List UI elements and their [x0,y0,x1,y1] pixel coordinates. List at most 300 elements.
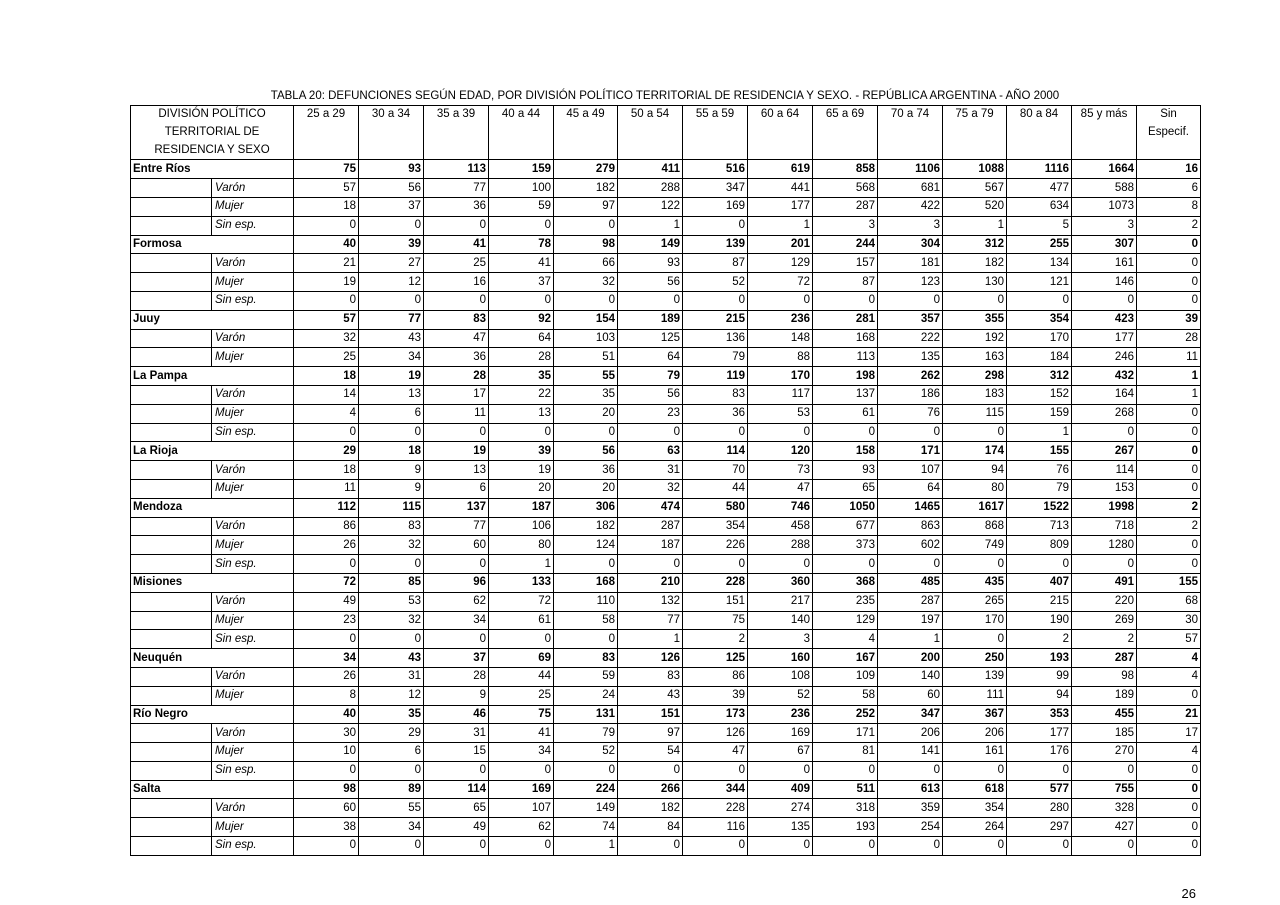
value-cell: 107 [489,799,554,818]
age-header-55-59: 55 a 59 [683,106,748,124]
table-title: TABLA 20: DEFUNCIONES SEGÚN EDAD, POR DIVISIÓN POLÍTICO TERRITORIAL DE RESIDENCIA Y SEXO. - REPÚBLICA ARGENTINA - AÑO 2000 [270,90,1060,102]
value-cell: 159 [1007,404,1072,423]
value-cell: 62 [424,592,489,611]
value-cell: 0 [424,291,489,310]
total-cell: 174 [943,442,1007,461]
value-cell: 149 [554,799,618,818]
value-cell: 328 [1072,799,1137,818]
sex-label: Varón [212,329,294,348]
value-cell: 0 [1137,555,1201,574]
value-cell: 110 [554,592,618,611]
value-cell: 0 [943,423,1007,442]
value-cell: 206 [878,724,943,743]
sex-label: Mujer [212,273,294,292]
value-cell: 157 [813,254,878,273]
total-cell: 72 [294,573,359,592]
indent-cell [131,329,212,348]
total-cell: 113 [424,160,489,179]
table-row [131,837,1201,856]
value-cell: 193 [813,818,878,837]
value-cell: 181 [878,254,943,273]
table-row [131,197,1201,216]
value-cell: 76 [1007,461,1072,480]
value-cell: 148 [748,329,813,348]
table-row [131,329,1201,348]
value-cell: 427 [1072,818,1137,837]
value-cell: 13 [424,461,489,480]
sex-label: Varón [212,799,294,818]
value-cell: 116 [683,818,748,837]
value-cell: 567 [943,179,1007,198]
table-row [131,649,1201,668]
value-cell: 0 [943,291,1007,310]
value-cell: 718 [1072,517,1137,536]
age-header-30-34: 30 a 34 [359,106,424,124]
value-cell: 35 [554,385,618,404]
value-cell: 75 [683,611,748,630]
value-cell: 84 [618,818,683,837]
value-cell: 677 [813,517,878,536]
value-cell: 354 [943,799,1007,818]
value-cell: 0 [424,761,489,780]
value-cell: 67 [748,743,813,762]
total-cell: 1465 [878,498,943,517]
total-cell: 353 [1007,705,1072,724]
total-cell: 173 [683,705,748,724]
value-cell: 288 [618,179,683,198]
value-cell: 49 [424,818,489,837]
value-cell: 27 [359,254,424,273]
value-cell: 37 [489,273,554,292]
total-cell: 200 [878,649,943,668]
value-cell: 0 [813,291,878,310]
total-cell: 137 [424,498,489,517]
value-cell: 0 [878,761,943,780]
value-cell: 47 [424,329,489,348]
indent-cell [131,592,212,611]
value-cell: 93 [618,254,683,273]
total-cell: 312 [943,235,1007,254]
sex-label: Varón [212,517,294,536]
value-cell: 602 [878,536,943,555]
value-cell: 235 [813,592,878,611]
total-cell: 35 [359,705,424,724]
indent-cell [131,724,212,743]
value-cell: 1 [554,837,618,856]
value-cell: 152 [1007,385,1072,404]
sex-label: Varón [212,667,294,686]
total-cell: 151 [618,705,683,724]
table-row [131,160,1201,179]
table-row [131,724,1201,743]
sex-label: Sin esp. [212,555,294,574]
age-header-25-29: 25 a 29 [294,106,359,124]
value-cell: 170 [943,611,1007,630]
value-cell: 0 [1137,686,1201,705]
value-cell: 0 [294,630,359,649]
value-cell: 187 [618,536,683,555]
total-cell: 577 [1007,780,1072,799]
total-cell: 1106 [878,160,943,179]
value-cell: 86 [294,517,359,536]
total-cell: 187 [489,498,554,517]
province-name: Salta [131,780,294,799]
indent-cell [131,818,212,837]
total-cell: 98 [294,780,359,799]
value-cell: 56 [359,179,424,198]
age-header-35-39: 35 a 39 [424,106,489,124]
value-cell: 66 [554,254,618,273]
value-cell: 136 [683,329,748,348]
page-number: 26 [1181,886,1196,901]
total-cell: 613 [878,780,943,799]
value-cell: 14 [294,385,359,404]
total-cell: 125 [683,649,748,668]
table-row [131,479,1201,498]
sex-label: Varón [212,254,294,273]
value-cell: 19 [294,273,359,292]
value-cell: 0 [489,761,554,780]
value-cell: 43 [359,329,424,348]
value-cell: 268 [1072,404,1137,423]
value-cell: 1 [1007,423,1072,442]
value-cell: 130 [943,273,1007,292]
table-row [131,423,1201,442]
province-name: Formosa [131,235,294,254]
value-cell: 108 [748,667,813,686]
value-cell: 65 [813,479,878,498]
value-cell: 0 [683,555,748,574]
value-cell: 4 [1137,667,1201,686]
sex-label: Mujer [212,404,294,423]
value-cell: 0 [1072,837,1137,856]
value-cell: 1 [878,630,943,649]
value-cell: 34 [424,611,489,630]
table-row [131,555,1201,574]
value-cell: 0 [748,761,813,780]
value-cell: 681 [878,179,943,198]
age-header-80-84: 80 a 84 [1007,106,1072,124]
value-cell: 0 [554,423,618,442]
value-cell: 12 [359,686,424,705]
value-cell: 280 [1007,799,1072,818]
total-cell: 312 [1007,367,1072,386]
value-cell: 176 [1007,743,1072,762]
value-cell: 79 [554,724,618,743]
value-cell: 73 [748,461,813,480]
value-cell: 0 [1007,837,1072,856]
value-cell: 86 [683,667,748,686]
value-cell: 163 [943,348,1007,367]
value-cell: 44 [683,479,748,498]
value-cell: 169 [683,197,748,216]
total-cell: 155 [1007,442,1072,461]
indent-cell [131,404,212,423]
value-cell: 54 [618,743,683,762]
value-cell: 0 [683,291,748,310]
value-cell: 83 [359,517,424,536]
total-cell: 281 [813,310,878,329]
indent-cell [131,630,212,649]
total-cell: 56 [554,442,618,461]
age-header-85-plus: 85 y más [1072,106,1137,124]
table-row [131,686,1201,705]
value-cell: 117 [748,385,813,404]
total-cell: 244 [813,235,878,254]
value-cell: 4 [813,630,878,649]
value-cell: 0 [359,630,424,649]
value-cell: 868 [943,517,1007,536]
value-cell: 0 [683,761,748,780]
total-cell: 618 [943,780,1007,799]
value-cell: 18 [294,461,359,480]
value-cell: 28 [489,348,554,367]
value-cell: 0 [748,555,813,574]
value-cell: 52 [683,273,748,292]
value-cell: 53 [359,592,424,611]
indent-cell [131,461,212,480]
value-cell: 129 [748,254,813,273]
value-cell: 220 [1072,592,1137,611]
total-cell: 83 [424,310,489,329]
total-cell: 96 [424,573,489,592]
value-cell: 123 [878,273,943,292]
table-row [131,367,1201,386]
value-cell: 15 [424,743,489,762]
value-cell: 9 [359,461,424,480]
total-cell: 43 [359,649,424,668]
value-cell: 0 [1007,555,1072,574]
total-cell: 69 [489,649,554,668]
total-cell: 236 [748,310,813,329]
value-cell: 0 [1137,761,1201,780]
table-row [131,273,1201,292]
value-cell: 288 [748,536,813,555]
total-cell: 139 [683,235,748,254]
value-cell: 1 [943,216,1007,235]
value-cell: 25 [489,686,554,705]
value-cell: 31 [424,724,489,743]
value-cell: 1 [618,216,683,235]
table-row [131,179,1201,198]
value-cell: 77 [424,517,489,536]
total-cell: 0 [1137,235,1201,254]
value-cell: 153 [1072,479,1137,498]
value-cell: 6 [1137,179,1201,198]
value-cell: 121 [1007,273,1072,292]
value-cell: 0 [294,291,359,310]
value-cell: 0 [878,291,943,310]
table-row [131,705,1201,724]
value-cell: 287 [813,197,878,216]
value-cell: 9 [359,479,424,498]
table-row [131,517,1201,536]
value-cell: 0 [748,291,813,310]
value-cell: 26 [294,667,359,686]
value-cell: 17 [424,385,489,404]
value-cell: 863 [878,517,943,536]
value-cell: 809 [1007,536,1072,555]
value-cell: 57 [294,179,359,198]
total-cell: 39 [489,442,554,461]
value-cell: 246 [1072,348,1137,367]
total-cell: 236 [748,705,813,724]
total-cell: 455 [1072,705,1137,724]
total-cell: 112 [294,498,359,517]
value-cell: 477 [1007,179,1072,198]
value-cell: 0 [1137,291,1201,310]
value-cell: 183 [943,385,1007,404]
value-cell: 274 [748,799,813,818]
value-cell: 31 [359,667,424,686]
table-row [131,592,1201,611]
value-cell: 197 [878,611,943,630]
value-cell: 93 [813,461,878,480]
value-cell: 87 [683,254,748,273]
value-cell: 0 [813,555,878,574]
value-cell: 189 [1072,686,1137,705]
value-cell: 0 [424,423,489,442]
sex-label: Mujer [212,536,294,555]
indent-cell [131,837,212,856]
value-cell: 0 [359,423,424,442]
value-cell: 125 [618,329,683,348]
value-cell: 80 [489,536,554,555]
value-cell: 80 [943,479,1007,498]
value-cell: 11 [1137,348,1201,367]
value-cell: 25 [294,348,359,367]
value-cell: 107 [878,461,943,480]
total-cell: 77 [359,310,424,329]
total-cell: 29 [294,442,359,461]
age-header-40-44: 40 a 44 [489,106,554,124]
age-header-60-64: 60 a 64 [748,106,813,124]
header-row-2 [131,124,1201,142]
indent-cell [131,743,212,762]
total-cell: 159 [489,160,554,179]
table-row [131,630,1201,649]
value-cell: 0 [1072,761,1137,780]
sex-label: Mujer [212,348,294,367]
value-cell: 422 [878,197,943,216]
table-row [131,385,1201,404]
total-cell: 409 [748,780,813,799]
value-cell: 41 [489,724,554,743]
value-cell: 28 [1137,329,1201,348]
total-cell: 435 [943,573,1007,592]
total-cell: 423 [1072,310,1137,329]
value-cell: 34 [359,348,424,367]
value-cell: 140 [748,611,813,630]
value-cell: 44 [489,667,554,686]
value-cell: 77 [618,611,683,630]
total-cell: 119 [683,367,748,386]
value-cell: 52 [554,743,618,762]
value-cell: 100 [489,179,554,198]
total-cell: 755 [1072,780,1137,799]
value-cell: 146 [1072,273,1137,292]
sex-label: Sin esp. [212,837,294,856]
value-cell: 441 [748,179,813,198]
value-cell: 217 [748,592,813,611]
value-cell: 190 [1007,611,1072,630]
total-cell: 21 [1137,705,1201,724]
value-cell: 164 [1072,385,1137,404]
total-cell: 1088 [943,160,1007,179]
province-name: Mendoza [131,498,294,517]
indent-cell [131,423,212,442]
value-cell: 182 [554,179,618,198]
total-cell: 619 [748,160,813,179]
value-cell: 0 [1072,555,1137,574]
total-cell: 262 [878,367,943,386]
total-cell: 41 [424,235,489,254]
total-cell: 57 [294,310,359,329]
value-cell: 359 [878,799,943,818]
value-cell: 77 [424,179,489,198]
value-cell: 4 [1137,743,1201,762]
value-cell: 713 [1007,517,1072,536]
total-cell: 367 [943,705,1007,724]
sex-label: Mujer [212,479,294,498]
total-cell: 347 [878,705,943,724]
value-cell: 32 [294,329,359,348]
value-cell: 0 [359,216,424,235]
value-cell: 20 [554,404,618,423]
value-cell: 170 [1007,329,1072,348]
value-cell: 26 [294,536,359,555]
total-cell: 83 [554,649,618,668]
value-cell: 568 [813,179,878,198]
value-cell: 115 [943,404,1007,423]
total-cell: 16 [1137,160,1201,179]
value-cell: 3 [813,216,878,235]
value-cell: 79 [1007,479,1072,498]
total-cell: 279 [554,160,618,179]
value-cell: 56 [618,273,683,292]
value-cell: 206 [943,724,1007,743]
value-cell: 140 [878,667,943,686]
total-cell: 98 [554,235,618,254]
value-cell: 0 [1007,761,1072,780]
value-cell: 11 [294,479,359,498]
sex-label: Varón [212,724,294,743]
indent-cell [131,179,212,198]
value-cell: 265 [943,592,1007,611]
value-cell: 1280 [1072,536,1137,555]
sex-label: Sin esp. [212,423,294,442]
total-cell: 126 [618,649,683,668]
total-cell: 79 [618,367,683,386]
total-cell: 89 [359,780,424,799]
total-cell: 39 [1137,310,1201,329]
value-cell: 81 [813,743,878,762]
total-cell: 491 [1072,573,1137,592]
value-cell: 264 [943,818,1007,837]
value-cell: 161 [1072,254,1137,273]
value-cell: 36 [554,461,618,480]
sex-label: Mujer [212,686,294,705]
total-cell: 0 [1137,780,1201,799]
total-cell: 18 [294,367,359,386]
division-header-line-3: RESIDENCIA Y SEXO [131,142,294,160]
value-cell: 6 [424,479,489,498]
value-cell: 2 [1007,630,1072,649]
total-cell: 407 [1007,573,1072,592]
total-cell: 357 [878,310,943,329]
value-cell: 17 [1137,724,1201,743]
sex-label: Mujer [212,818,294,837]
